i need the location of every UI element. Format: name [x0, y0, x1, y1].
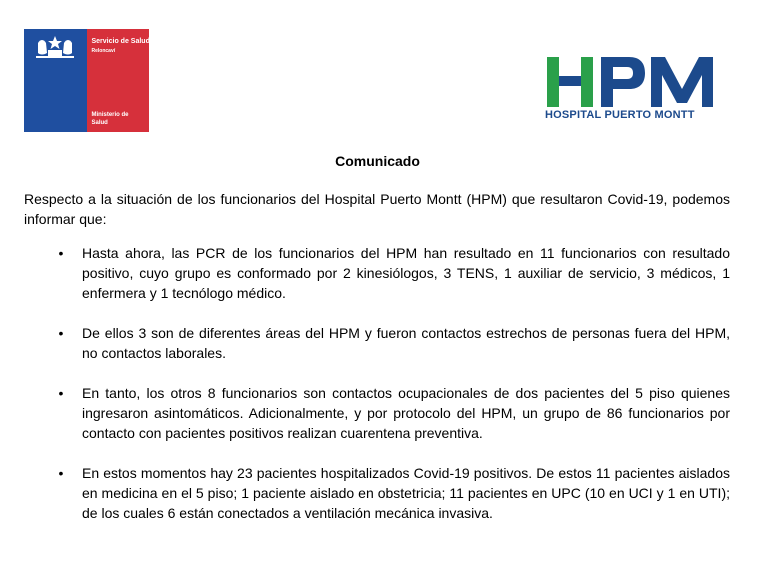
- list-item-text: De ellos 3 son de diferentes áreas del HPM y fueron contactos estrechos de personas fuera del HPM, no contactos laborales.: [82, 325, 730, 361]
- list-item-text: En estos momentos hay 23 pacientes hospitalizados Covid-19 positivos. De estos 11 pacientes aislados en medicina en el 5 piso; 1 paciente aislado en obstetricia; 11 pacientes en UPC (10 en UCI y 1 en UTI); de los cuales 6 están conectados a ventilación mecánica invasiva.: [82, 465, 730, 521]
- list-item: [24, 323, 730, 363]
- servicio-de-salud-logo: [24, 29, 149, 132]
- logo-red-panel: [87, 29, 150, 132]
- bullet-icon: •: [58, 465, 64, 481]
- list-item: [24, 463, 730, 523]
- hpm-mark-icon: [545, 55, 715, 109]
- list-item-text: En tanto, los otros 8 funcionarios son contactos ocupacionales de dos pacientes del 5 piso quienes ingresaron asintomáticos. Adicionalmente, y por protocolo del HPM, un grupo de 86 funcionarios por contacto con pacientes positivos realizan cuarentena preventiva.: [82, 385, 730, 441]
- document-title: Comunicado: [335, 153, 420, 169]
- bullet-icon: •: [58, 325, 64, 341]
- logo-blue-panel: [24, 29, 87, 132]
- hospital-puerto-montt-logo: [545, 55, 715, 127]
- intro-paragraph: Respecto a la situación de los funcionarios del Hospital Puerto Montt (HPM) que resultaron Covid-19, podemos informar que:: [24, 191, 730, 227]
- bullet-icon: •: [58, 385, 64, 401]
- coat-of-arms-icon: [30, 33, 80, 61]
- bullet-icon: •: [58, 245, 64, 261]
- hospital-name: HOSPITAL PUERTO MONTT: [545, 109, 695, 121]
- ministry-name: Ministerio de Salud: [91, 112, 129, 126]
- list-item: [24, 383, 730, 443]
- bullet-list: [24, 243, 730, 523]
- list-item-text: Hasta ahora, las PCR de los funcionarios del HPM han resultado en 11 funcionarios con resultado positivo, cuyo grupo es conformado por 2 kinesiólogos, 3 TENS, 1 auxiliar de servicio, 3 médicos, 1 enfermera y 1 tecnólogo médico.: [82, 245, 730, 301]
- org-name: Servicio de Salud: [91, 38, 150, 45]
- list-item: [24, 243, 730, 303]
- org-subname: Reloncaví: [91, 48, 116, 54]
